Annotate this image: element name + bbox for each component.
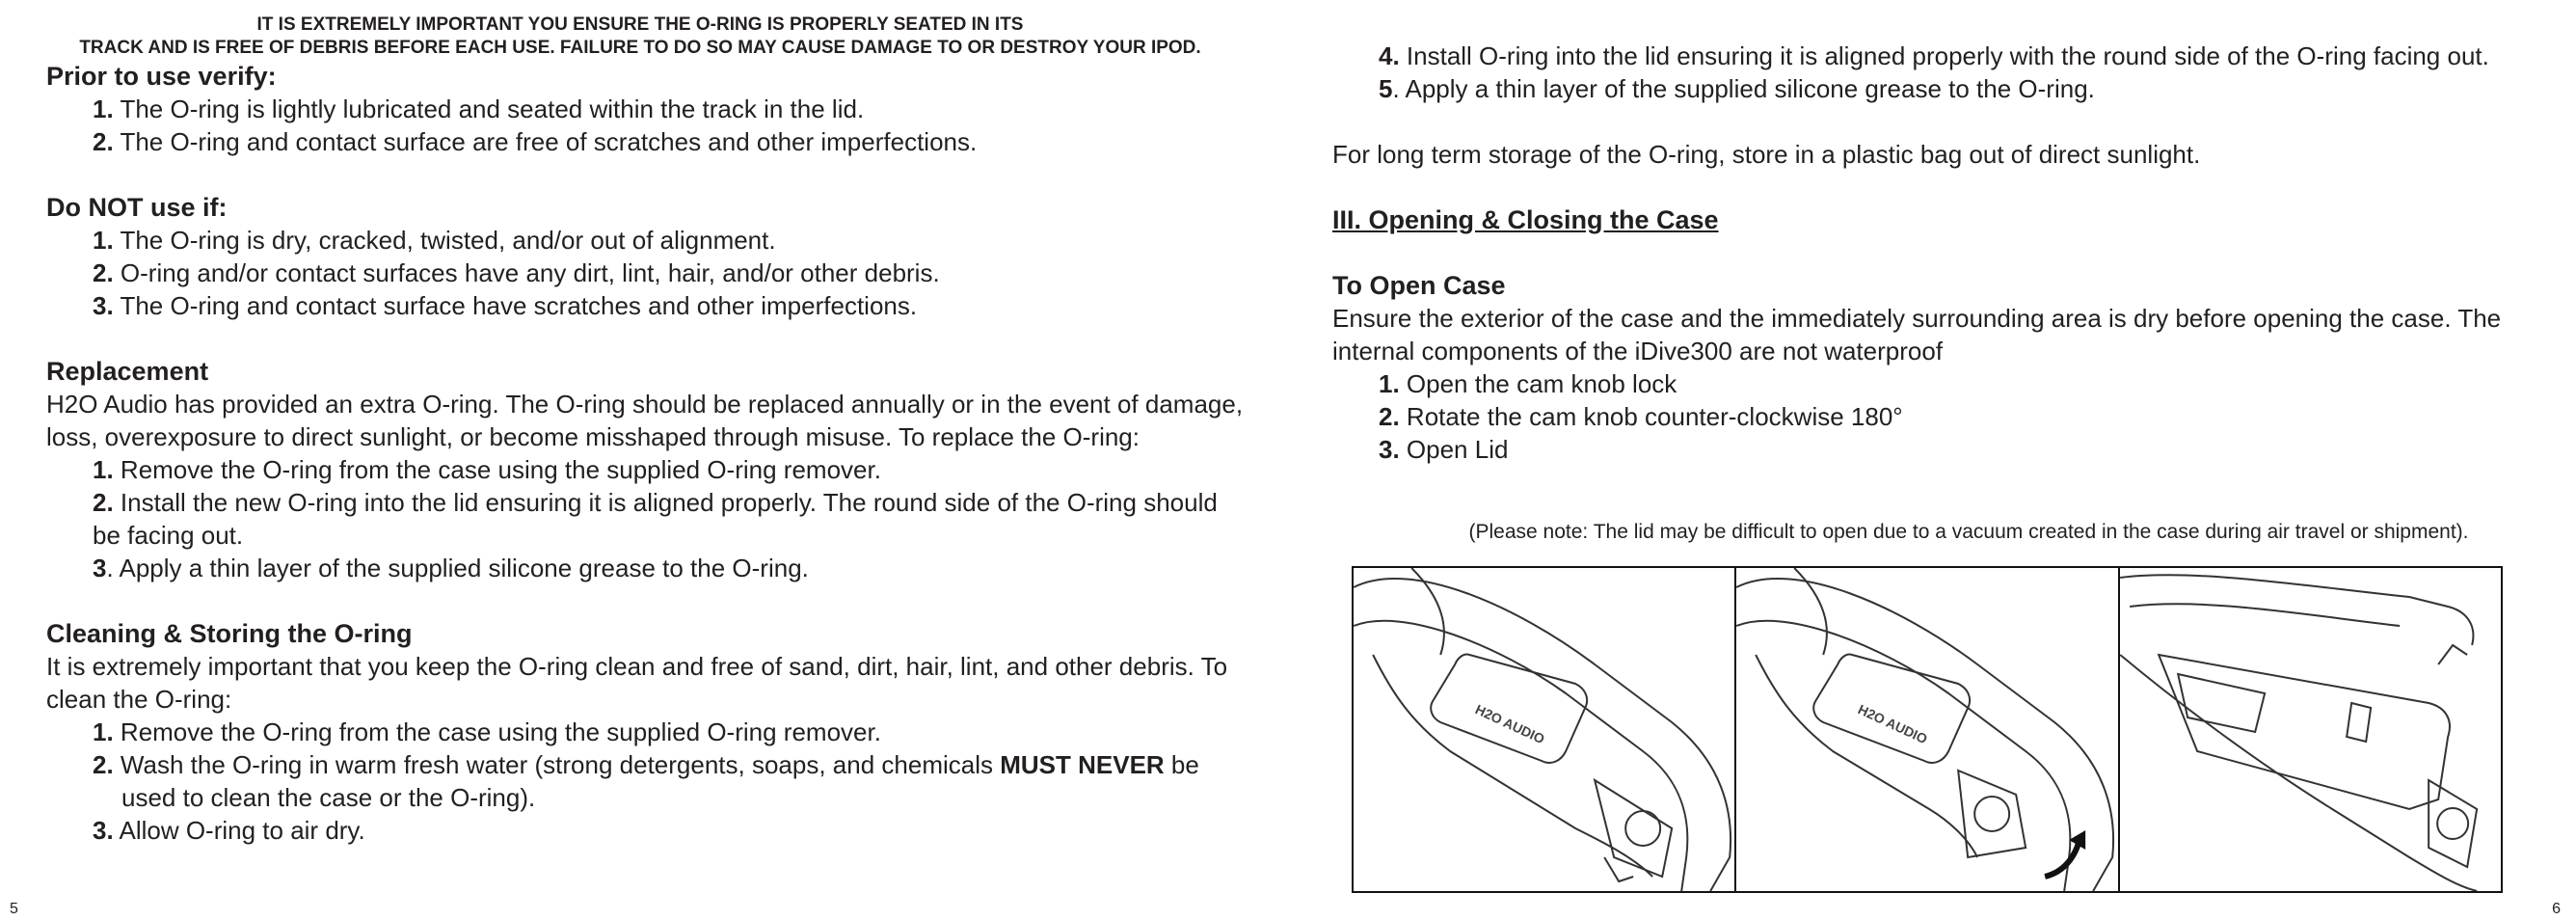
open-case-list	[1332, 367, 2537, 466]
svg-text:H2O AUDIO: H2O AUDIO	[1856, 701, 1931, 747]
storage-text: For long term storage of the O-ring, store in a plastic bag out of direct sunlight.	[1332, 140, 2201, 169]
list-item: 3. Open Lid	[1379, 435, 1509, 464]
page-number-left: 5	[10, 901, 18, 917]
list-item: 3. Allow O-ring to air dry.	[93, 816, 365, 845]
cleaning-list	[46, 716, 1251, 847]
list-item: 1. Remove the O-ring from the case using the supplied O-ring remover.	[93, 455, 881, 484]
list-item: 2. O-ring and/or contact surfaces have any dirt, lint, hair, and/or other debris.	[93, 258, 940, 287]
left-page	[46, 0, 1251, 920]
page-number-right: 6	[2552, 901, 2561, 917]
verify-list	[46, 93, 1251, 158]
list-item: 3. The O-ring and contact surface have scratches and other imperfections.	[93, 291, 918, 320]
case-panel-rotate	[1736, 568, 2119, 891]
svg-text:H2O AUDIO: H2O AUDIO	[1472, 701, 1547, 747]
donot-heading: Do NOT use if:	[46, 193, 228, 222]
open-case-heading: To Open Case	[1332, 271, 1506, 300]
list-item: 2. Install the new O-ring into the lid ensuring it is aligned properly. The round side of the O-ring should be facing out.	[93, 488, 1218, 550]
continued-list	[1332, 40, 2537, 105]
notice-line-1: IT IS EXTREMELY IMPORTANT YOU ENSURE THE O-RING IS PROPERLY SEATED IN ITS	[256, 14, 1024, 35]
donot-list	[46, 224, 1251, 322]
open-case-intro: Ensure the exterior of the case and the immediately surrounding area is dry before opening the case. The internal components of the iDive300 are not waterproof	[1332, 304, 2502, 365]
list-item: 2. The O-ring and contact surface are free of scratches and other imperfections.	[93, 127, 978, 156]
list-item: 1. Open the cam knob lock	[1379, 369, 1677, 398]
cleaning-intro: It is extremely important that you keep the O-ring clean and free of sand, dirt, hair, lint, and other debris. To clean the O-ring:	[46, 652, 1228, 714]
case-panel-closed	[1354, 568, 1736, 891]
case-illustration	[1352, 566, 2503, 893]
case-closed-drawing	[1354, 568, 1734, 891]
list-item: 2. Wash the O-ring in warm fresh water (strong detergents, soaps, and chemicals MUST NEVER be used to clean the case or the O-ring).	[93, 750, 1199, 812]
list-item: 3. Apply a thin layer of the supplied silicone grease to the O-ring.	[93, 554, 809, 582]
right-page	[1332, 0, 2537, 920]
list-item: 5. Apply a thin layer of the supplied silicone grease to the O-ring.	[1379, 74, 2095, 103]
list-item: 4. Install O-ring into the lid ensuring it is aligned properly with the round side of the O-ring facing out.	[1379, 41, 2489, 70]
list-item: 1. The O-ring is dry, cracked, twisted, and/or out of alignment.	[93, 226, 776, 255]
case-rotate-drawing	[1736, 568, 2117, 891]
notice-line-2: TRACK AND IS FREE OF DEBRIS BEFORE EACH USE. FAILURE TO DO SO MAY CAUSE DAMAGE TO OR DESTROY YOUR IPOD.	[79, 38, 1201, 58]
section-heading: III. Opening & Closing the Case	[1332, 205, 1719, 234]
warning-notice	[46, 14, 1234, 60]
vacuum-note: (Please note: The lid may be difficult to open due to a vacuum created in the case during air travel or shipment).	[1468, 521, 2469, 543]
replacement-intro: H2O Audio has provided an extra O-ring. The O-ring should be replaced annually or in the event of damage, loss, overexposure to direct sunlight, or become misshaped through misuse. To replace the O-ring:	[46, 390, 1244, 451]
replacement-heading: Replacement	[46, 357, 209, 386]
case-open-drawing	[2120, 568, 2501, 891]
verify-heading: Prior to use verify:	[46, 62, 277, 91]
list-item: 1. Remove the O-ring from the case using the supplied O-ring remover.	[93, 717, 881, 746]
cleaning-heading: Cleaning & Storing the O-ring	[46, 619, 413, 648]
list-item: 2. Rotate the cam knob counter-clockwise 180°	[1379, 402, 1903, 431]
list-item: 1. The O-ring is lightly lubricated and seated within the track in the lid.	[93, 95, 865, 123]
rotate-arrow-icon	[2045, 830, 2085, 877]
case-panel-open	[2120, 568, 2501, 891]
replacement-list	[46, 453, 1251, 584]
